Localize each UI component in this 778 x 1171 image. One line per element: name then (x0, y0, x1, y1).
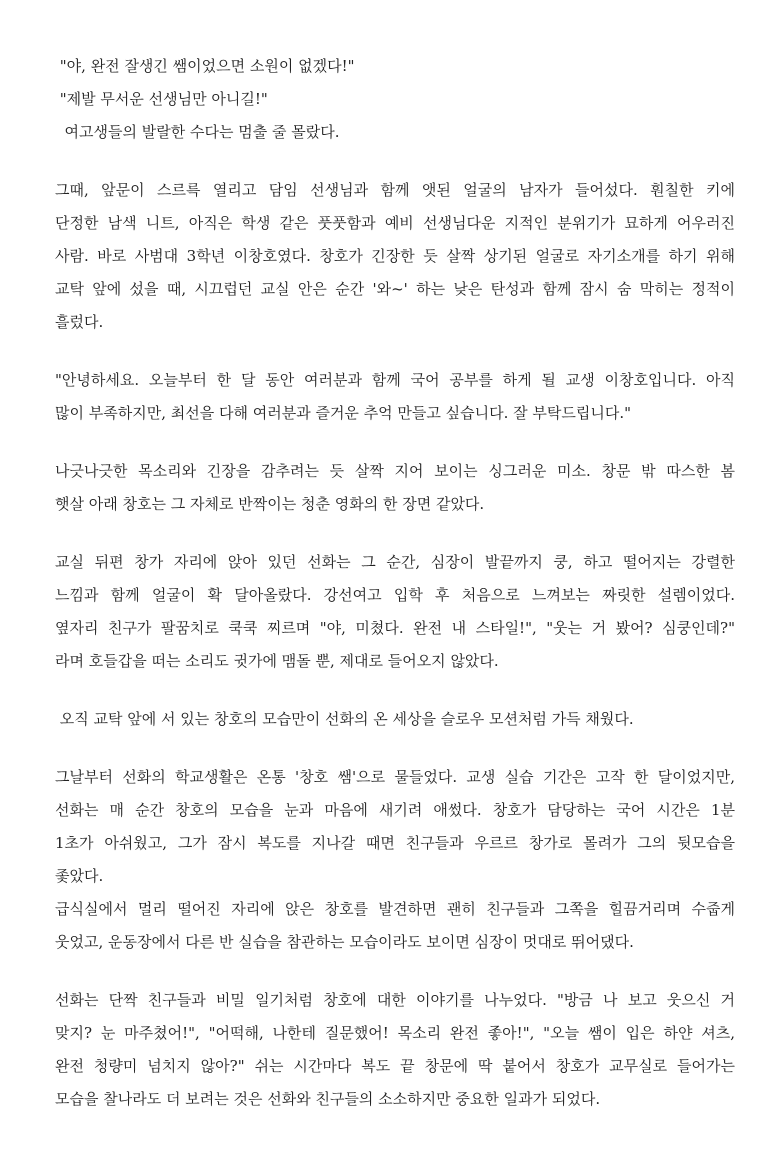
text-line: "제발 무서운 선생님만 아니길!" (55, 90, 268, 108)
text-line: 좇았다. (55, 867, 104, 885)
paragraph (55, 364, 735, 430)
text-line: 나긋나긋한 목소리와 긴장을 감추려는 듯 살짝 지어 보이는 싱그러운 미소. 창문 밖 따스한 봄 (55, 462, 735, 480)
text-line: 흘렀다. (55, 313, 104, 331)
text-line: 완전 청량미 넘치지 않아?" 쉬는 시간마다 복도 끝 창문에 딱 붙어서 창호가 교무실로 들어가는 (55, 1057, 735, 1075)
story-document (55, 50, 735, 1116)
text-line: 1초가 아쉬웠고, 그가 잠시 복도를 지나갈 때면 친구들과 우르르 창가로 몰려가 그의 뒷모습을 (55, 834, 735, 852)
text-line: 그날부터 선화의 학교생활은 온통 '창호 쌤'으로 물들었다. 교생 실습 기간은 고작 한 달이었지만, (55, 768, 735, 786)
text-line: 단정한 남색 니트, 아직은 학생 같은 풋풋함과 예비 선생님다운 지적인 분위기가 묘하게 어우러진 (55, 214, 735, 232)
paragraph-gap (55, 149, 735, 174)
text-line: 오직 교탁 앞에 서 있는 창호의 모습만이 선화의 온 세상을 슬로우 모션처럼 가득 채웠다. (55, 710, 634, 728)
paragraph-gap (55, 521, 735, 546)
text-line: 모습을 찰나라도 더 보려는 것은 선화와 친구들의 소소하지만 중요한 일과가 되었다. (55, 1090, 601, 1108)
opening-dialogue (55, 50, 735, 149)
paragraph-gap (55, 736, 735, 761)
paragraph (55, 984, 735, 1116)
text-line: "야, 완전 잘생긴 쌤이었으면 소원이 없겠다!" (55, 57, 355, 75)
text-line: 사람. 바로 사범대 3학년 이창호였다. 창호가 긴장한 듯 살짝 상기된 얼굴로 자기소개를 하기 위해 (55, 247, 735, 265)
text-line: "안녕하세요. 오늘부터 한 달 동안 여러분과 함께 국어 공부를 하게 될 교생 이창호입니다. 아직 (55, 371, 735, 389)
text-line: 여고생들의 발랄한 수다는 멈출 줄 몰랐다. (55, 123, 340, 141)
paragraph-gap (55, 959, 735, 984)
paragraph (55, 703, 735, 736)
text-line: 급식실에서 멀리 떨어진 자리에 앉은 창호를 발견하면 괜히 친구들과 그쪽을 힐끔거리며 수줍게 (55, 900, 736, 918)
paragraph (55, 174, 735, 339)
text-line: 많이 부족하지만, 최선을 다해 여러분과 즐거운 추억 만들고 싶습니다. 잘 부탁드립니다." (55, 404, 632, 422)
paragraph-gap (55, 678, 735, 703)
text-line: 선화는 단짝 친구들과 비밀 일기처럼 창호에 대한 이야기를 나누었다. "방금 나 보고 웃으신 거 (55, 991, 735, 1009)
text-line: 옆자리 친구가 팔꿈치로 쿡쿡 찌르며 "야, 미쳤다. 완전 내 스타일!", "웃는 거 봤어? 심쿵인데?" (55, 619, 735, 637)
text-line: 햇살 아래 창호는 그 자체로 반짝이는 청춘 영화의 한 장면 같았다. (55, 495, 485, 513)
text-line: 맞지? 눈 마주쳤어!", "어떡해, 나한테 질문했어! 목소리 완전 좋아!", "오늘 쌤이 입은 하얀 셔츠, (55, 1024, 735, 1042)
paragraph (55, 455, 735, 521)
paragraph-gap (55, 430, 735, 455)
text-line: 그때, 앞문이 스르륵 열리고 담임 선생님과 함께 앳된 얼굴의 남자가 들어섰다. 훤칠한 키에 (55, 181, 735, 199)
text-line: 라며 호들갑을 떠는 소리도 귓가에 맴돌 뿐, 제대로 들어오지 않았다. (55, 652, 499, 670)
paragraph-gap (55, 339, 735, 364)
paragraph (55, 546, 735, 678)
text-line: 느낌과 함께 얼굴이 확 달아올랐다. 강선여고 입학 후 처음으로 느껴보는 짜릿한 설렘이었다. (55, 586, 735, 604)
text-line: 웃었고, 운동장에서 다른 반 실습을 참관하는 모습이라도 보이면 심장이 멋대로 뛰어댔다. (55, 933, 634, 951)
paragraph (55, 761, 735, 959)
text-line: 선화는 매 순간 창호의 모습을 눈과 마음에 새기려 애썼다. 창호가 담당하는 국어 시간은 1분 (55, 801, 735, 819)
text-line: 교실 뒤편 창가 자리에 앉아 있던 선화는 그 순간, 심장이 발끝까지 쿵, 하고 떨어지는 강렬한 (55, 553, 735, 571)
text-line: 교탁 앞에 섰을 때, 시끄럽던 교실 안은 순간 '와~' 하는 낮은 탄성과 함께 잠시 숨 막히는 정적이 (55, 280, 735, 298)
